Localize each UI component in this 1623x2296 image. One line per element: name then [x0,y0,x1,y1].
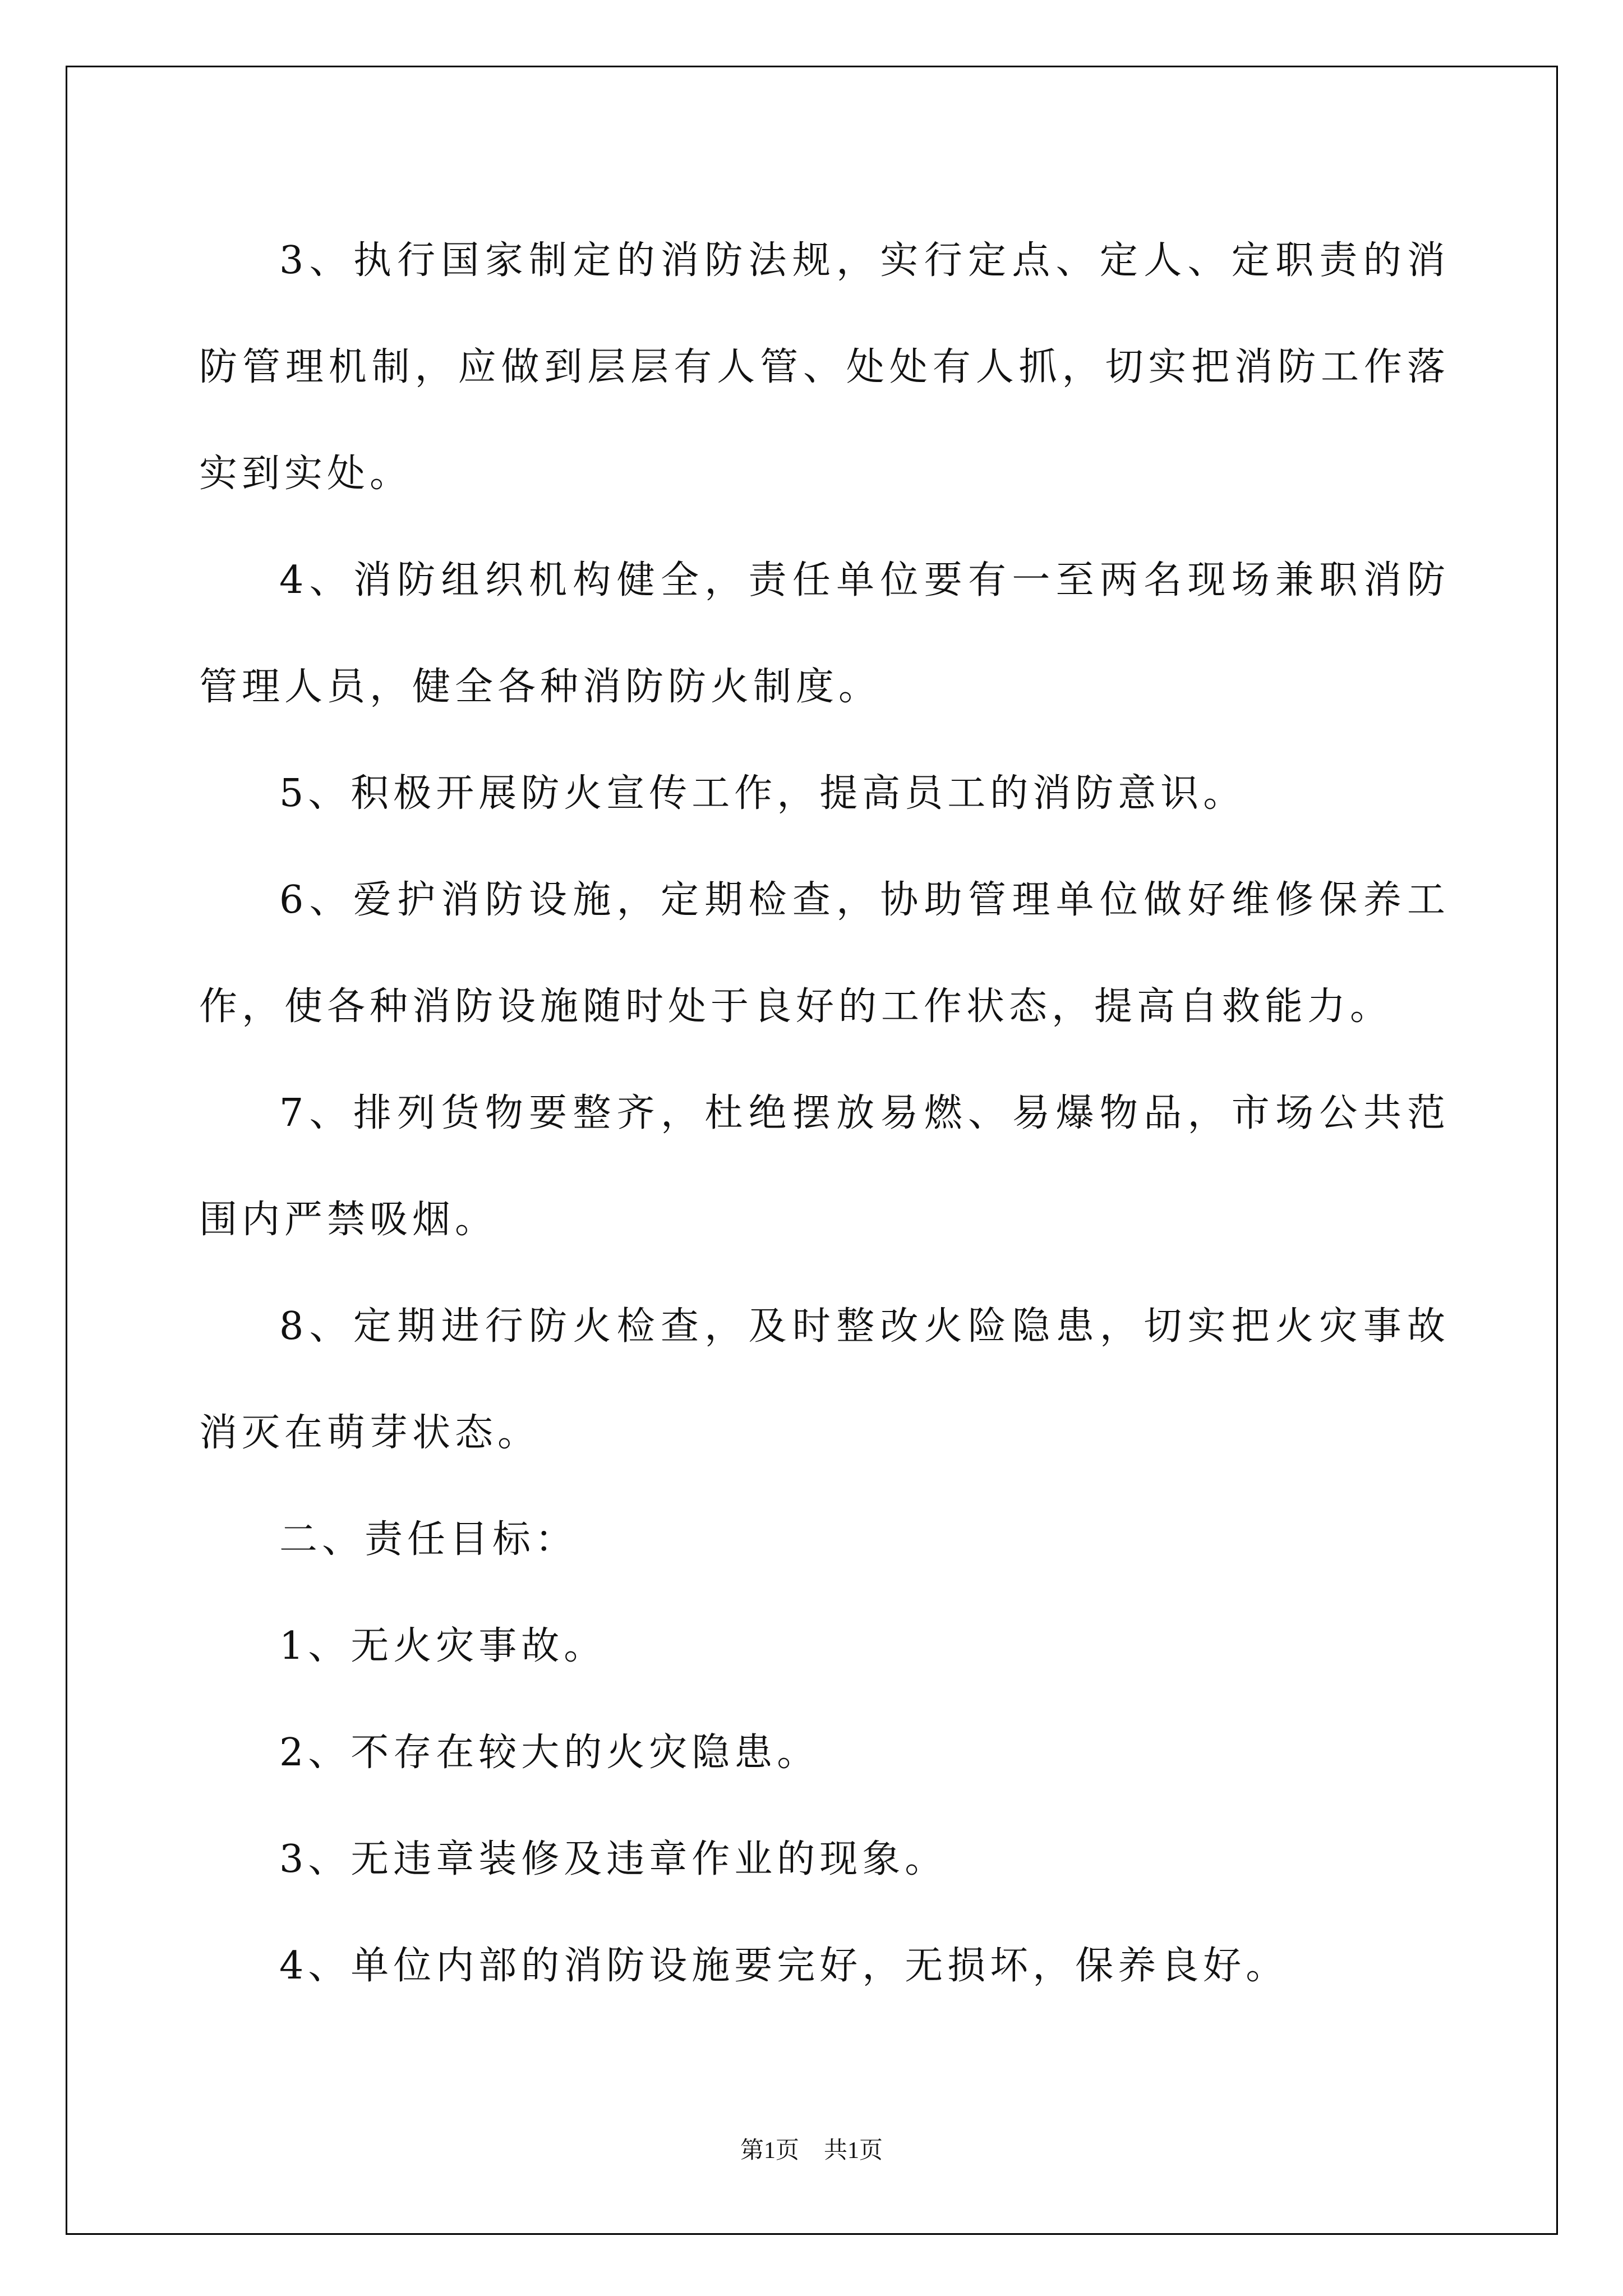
goal-item-4: 4、单位内部的消防设施要完好，无损坏，保养良好。 [279,1944,1289,1988]
page-footer [0,2132,1623,2165]
paragraph-5-publicity: 5、积极开展防火宣传工作，提高员工的消防意识。 [279,771,1246,816]
goal-item-3: 3、无违章装修及违章作业的现象。 [279,1837,948,1881]
paragraph-4-organization: 4、消防组织机构健全，责任单位要有一至两名现场兼职消防管理人员，健全各种消防防火制度。 [199,558,1450,709]
page-number: 第1页 [740,2138,799,2164]
page-total: 共1页 [824,2138,883,2164]
goal-item-1: 1、无火灾事故。 [279,1624,607,1668]
paragraph-3-regulations: 3、执行国家制定的消防法规，实行定点、定人、定职责的消防管理机制，应做到层层有人管、处处有人抓，切实把消防工作落实到实处。 [199,238,1450,496]
paragraph-6-facilities: 6、爱护消防设施，定期检查，协助管理单位做好维修保养工作，使各种消防设施随时处于良好的工作状态，提高自救能力。 [199,878,1450,1029]
paragraph-8-inspection: 8、定期进行防火检查，及时整改火险隐患，切实把火灾事故消灭在萌芽状态。 [199,1304,1450,1455]
paragraph-7-goods: 7、排列货物要整齐，杜绝摆放易燃、易爆物品，市场公共范围内严禁吸烟。 [199,1091,1450,1242]
goal-item-2: 2、不存在较大的火灾隐患。 [279,1731,820,1775]
section-heading-goals: 二、责任目标： [279,1517,578,1562]
document-body [199,208,1450,2019]
